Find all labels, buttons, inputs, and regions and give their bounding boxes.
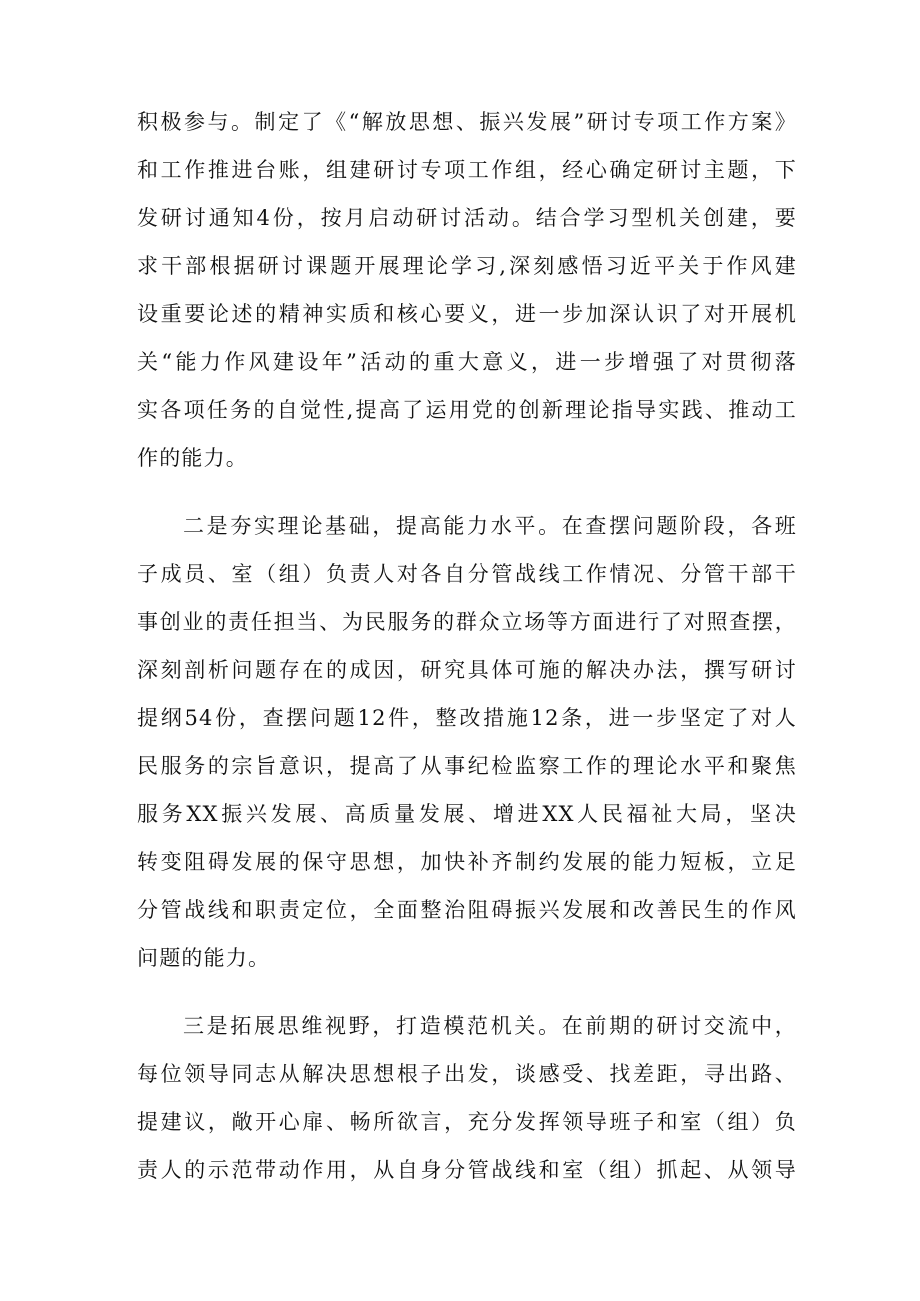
text-line: 求干部根据研讨课题开展理论学习,深刻感悟习近平关于作风建 xyxy=(137,254,797,278)
text-line: 实各项任务的自觉性,提高了运用党的创新理论指导实践、推动工 xyxy=(137,398,797,422)
text-line: 和工作推进台账，组建研讨专项工作组，经心确定研讨主题，下 xyxy=(137,158,797,182)
text-line: 每位领导同志从解决思想根子出发，谈感受、找差距，寻出路、 xyxy=(137,1062,797,1086)
text-line: 子成员、室（组）负责人对各自分管战线工作情况、分管干部干 xyxy=(137,562,797,586)
paragraph-1 xyxy=(137,98,797,482)
paragraph-gap xyxy=(137,482,797,502)
paragraph-3 xyxy=(137,1002,797,1194)
text-line: 作的能力。 xyxy=(137,446,248,470)
text-line: 二是夯实理论基础，提高能力水平。在查摆问题阶段，各班 xyxy=(183,514,797,538)
text-line: 服务XX振兴发展、高质量发展、增进XX人民福祉大局，坚决 xyxy=(137,802,797,826)
text-line: 责人的示范带动作用，从自身分管战线和室（组）抓起、从领导 xyxy=(137,1158,797,1182)
text-line: 转变阻碍发展的保守思想，加快补齐制约发展的能力短板，立足 xyxy=(137,850,797,874)
text-line: 积极参与。制定了《“解放思想、振兴发展”研讨专项工作方案》 xyxy=(137,110,797,134)
text-line: 提建议，敞开心扉、畅所欲言，充分发挥领导班子和室（组）负 xyxy=(137,1110,797,1134)
text-line: 发研讨通知4份，按月启动研讨活动。结合学习型机关创建，要 xyxy=(137,206,797,230)
text-line: 事创业的责任担当、为民服务的群众立场等方面进行了对照查摆， xyxy=(137,610,797,634)
text-line: 设重要论述的精神实质和核心要义，进一步加深认识了对开展机 xyxy=(137,302,797,326)
text-line: 民服务的宗旨意识，提高了从事纪检监察工作的理论水平和聚焦 xyxy=(137,754,797,778)
text-line: 深刻剖析问题存在的成因，研究具体可施的解决办法，撰写研讨 xyxy=(137,658,797,682)
document-body xyxy=(137,98,797,1194)
text-line: 三是拓展思维视野，打造模范机关。在前期的研讨交流中， xyxy=(183,1014,797,1038)
text-line: 提纲54份，查摆问题12件，整改措施12条，进一步坚定了对人 xyxy=(137,706,797,730)
paragraph-2 xyxy=(137,502,797,982)
paragraph-gap xyxy=(137,982,797,1002)
text-line: 问题的能力。 xyxy=(137,946,271,970)
text-line: 关“能力作风建设年”活动的重大意义，进一步增强了对贯彻落 xyxy=(137,350,797,374)
text-line: 分管战线和职责定位，全面整治阻碍振兴发展和改善民生的作风 xyxy=(137,898,797,922)
